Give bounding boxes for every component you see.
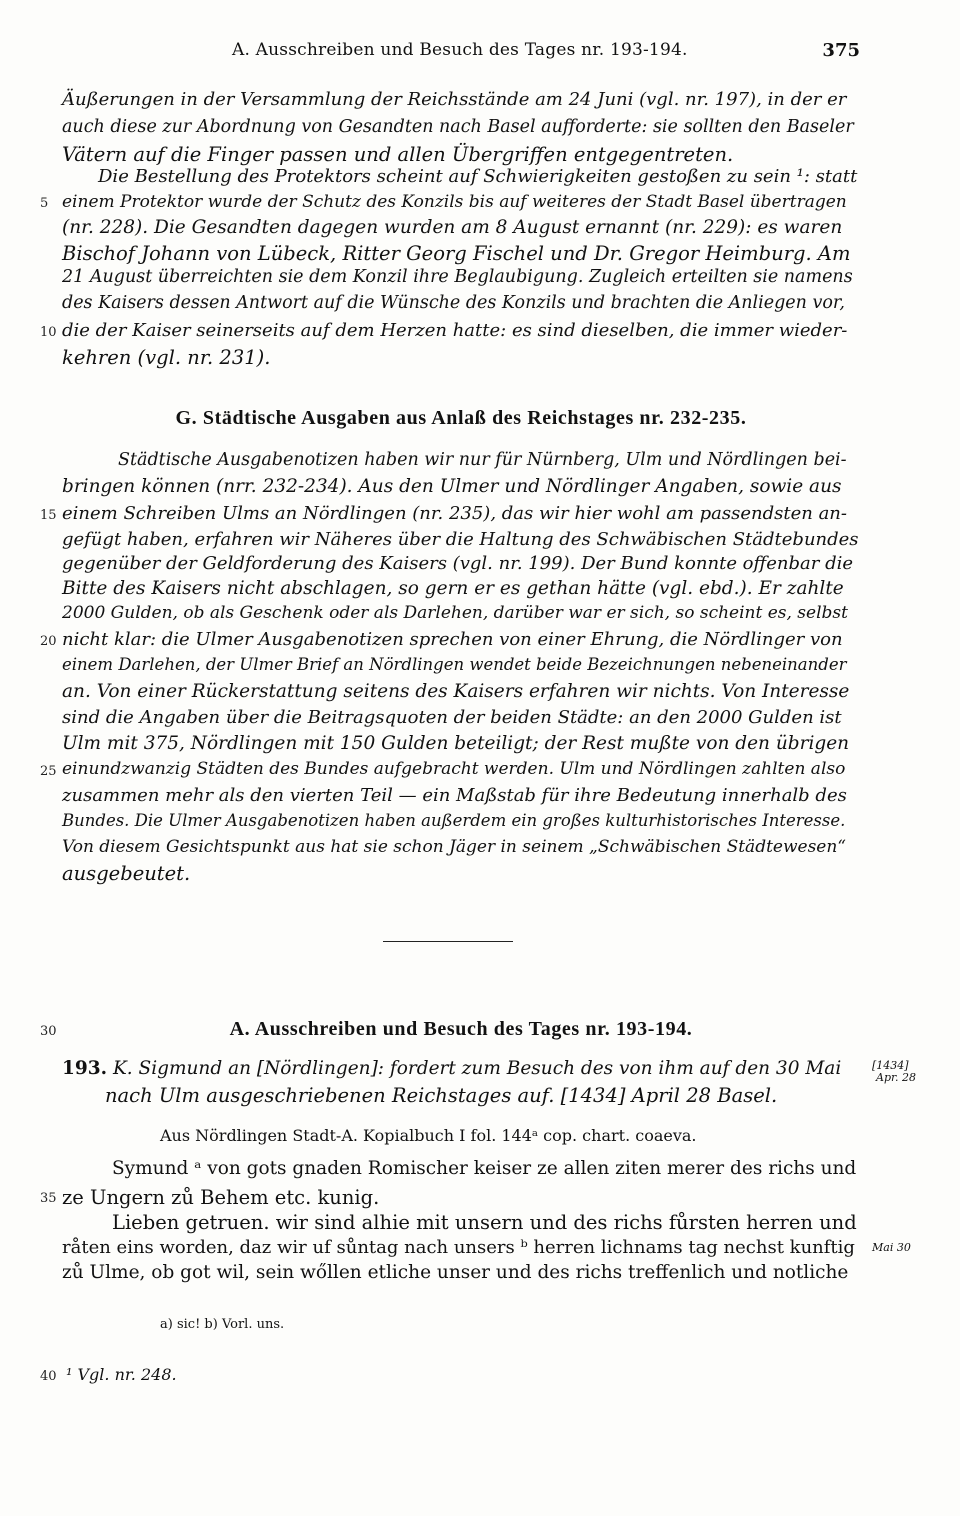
section-g-line: Bundes. Die Ulmer Ausgabenotizen haben außerdem ein großes kulturhistorisches Interesse. [62,811,846,830]
running-title: A. Ausschreiben und Besuch des Tages nr. 193-194. [232,40,688,60]
line-number: 5 [40,196,49,211]
section-g-line: 2000 Gulden, ob als Geschenk oder als Darlehen, darüber war er sich, so scheint es, selbst [62,603,848,623]
section-heading-g: G. Städtische Ausgaben aus Anlaß des Reichstages nr. 232-235. [175,407,747,429]
critical-apparatus: a) sic! b) Vorl. uns. [160,1317,285,1332]
intro-line: Äußerungen in der Versammlung der Reichsstände am 24 Juni (vgl. nr. 197), in der er [62,89,847,110]
section-g-line: einundzwanzig Städten des Bundes aufgebracht werden. Ulm und Nördlingen zahlten also [62,759,846,779]
intro-line: 21 August überreichten sie dem Konzil ihre Beglaubigung. Zugleich erteilten sie namens [62,267,853,287]
text-line: råten eins worden, daz wir uf sůntag nach unsers ᵇ herren lichnams tag nechst kunftig [62,1237,855,1258]
intro-line: Bischof Johann von Lübeck, Ritter Georg Fischel und Dr. Gregor Heimburg. Am [62,242,851,265]
line-number: 30 [40,1024,57,1039]
section-g-line: Von diesem Gesichtspunkt aus hat sie schon Jäger in seinem „Schwäbischen Städtewesen“ [62,837,847,857]
section-g-line: an. Von einer Rückerstattung seitens des Kaisers erfahren wir nichts. Von Interesse [62,681,850,702]
margin-date [872,1060,916,1084]
section-g-line: bringen können (nrr. 232-234). Aus den Ulmer und Nördlinger Angaben, sowie aus [62,476,842,497]
section-divider [383,941,513,942]
document-number: 193. [62,1058,108,1079]
text-line: zů Ulme, ob got wil, sein wőllen etliche unser und des richs treffenlich und notliche [62,1262,849,1283]
source-note: Aus Nördlingen Stadt-A. Kopialbuch I fol. 144ᵃ cop. chart. coaeva. [160,1126,697,1145]
section-g-line: Ulm mit 375, Nördlingen mit 150 Gulden beteiligt; der Rest mußte von den übrigen [62,733,850,754]
text-line: Symund ᵃ von gots gnaden Romischer keiser ze allen ziten merer des richs und [112,1158,857,1179]
line-number: 40 [40,1369,57,1384]
regest-line [62,1058,860,1079]
intro-line: (nr. 228). Die Gesandten dagegen wurden am 8 August ernannt (nr. 229): es waren [62,217,843,238]
intro-line: auch diese zur Abordnung von Gesandten nach Basel aufforderte: sie sollten den Baseler [62,117,854,137]
margin-date-mai: Mai 30 [872,1241,911,1254]
section-g-line: ausgebeutet. [62,862,191,885]
section-g-line: einem Schreiben Ulms an Nördlingen (nr. 235), das wir hier wohl am passendsten an- [62,503,847,524]
text-line: Lieben getruen. wir sind alhie mit unsern und des richs fůrsten herren und [112,1211,857,1234]
regest-line: nach Ulm ausgeschriebenen Reichstages auf. [1434] April 28 Basel. [105,1084,778,1107]
section-g-line: gegenüber der Geldforderung des Kaisers (vgl. nr. 199). Der Bund konnte offenbar die [62,553,854,574]
section-g-line: Städtische Ausgabenotizen haben wir nur für Nürnberg, Ulm und Nördlingen bei- [118,450,847,470]
intro-line: Die Bestellung des Protektors scheint auf Schwierigkeiten gestoßen zu sein ¹: statt [98,166,858,187]
line-number: 15 [40,508,57,523]
section-g-line: gefügt haben, erfahren wir Näheres über die Haltung des Schwäbischen Städtebundes [62,529,859,550]
intro-line: die der Kaiser seinerseits auf dem Herzen hatte: es sind dieselben, die immer wieder- [62,320,848,341]
intro-line: einem Protektor wurde der Schutz des Konzils bis auf weiteres der Stadt Basel übertragen [62,192,847,212]
margin-date-year: [1434] [872,1059,909,1072]
line-number: 20 [40,634,57,649]
section-g-line: einem Darlehen, der Ulmer Brief an Nördlingen wendet beide Bezeichnungen nebeneinander [62,655,847,674]
footnote: ¹ Vgl. nr. 248. [66,1365,177,1384]
section-g-line: Bitte des Kaisers nicht abschlagen, so gern er es gethan hätte (vgl. ebd.). Er zahlte [62,578,844,599]
text-line: ze Ungern zů Behem etc. kunig. [62,1186,380,1209]
page-header [62,40,860,66]
line-number: 35 [40,1191,57,1206]
section-g-line: zusammen mehr als den vierten Teil — ein Maßstab für ihre Bedeutung innerhalb des [62,785,847,806]
section-heading-a: A. Ausschreiben und Besuch des Tages nr. 193-194. [229,1018,693,1040]
line-number: 10 [40,325,57,340]
intro-line: des Kaisers dessen Antwort auf die Wünsche des Konzils und brachten die Anliegen vor, [62,293,845,313]
intro-line: kehren (vgl. nr. 231). [62,346,271,369]
regest-text: K. Sigmund an [Nördlingen]: fordert zum Besuch des von ihm auf den 30 Mai [112,1058,842,1079]
section-g-line: sind die Angaben über die Beitragsquoten der beiden Städte: an den 2000 Gulden ist [62,707,842,728]
section-g-line: nicht klar: die Ulmer Ausgabenotizen sprechen von einer Ehrung, die Nördlinger von [62,629,843,650]
margin-date-day: Apr. 28 [876,1071,917,1084]
line-number: 25 [40,764,57,779]
intro-line: Vätern auf die Finger passen und allen Übergriffen entgegentreten. [62,143,734,166]
page-number: 375 [822,40,860,61]
